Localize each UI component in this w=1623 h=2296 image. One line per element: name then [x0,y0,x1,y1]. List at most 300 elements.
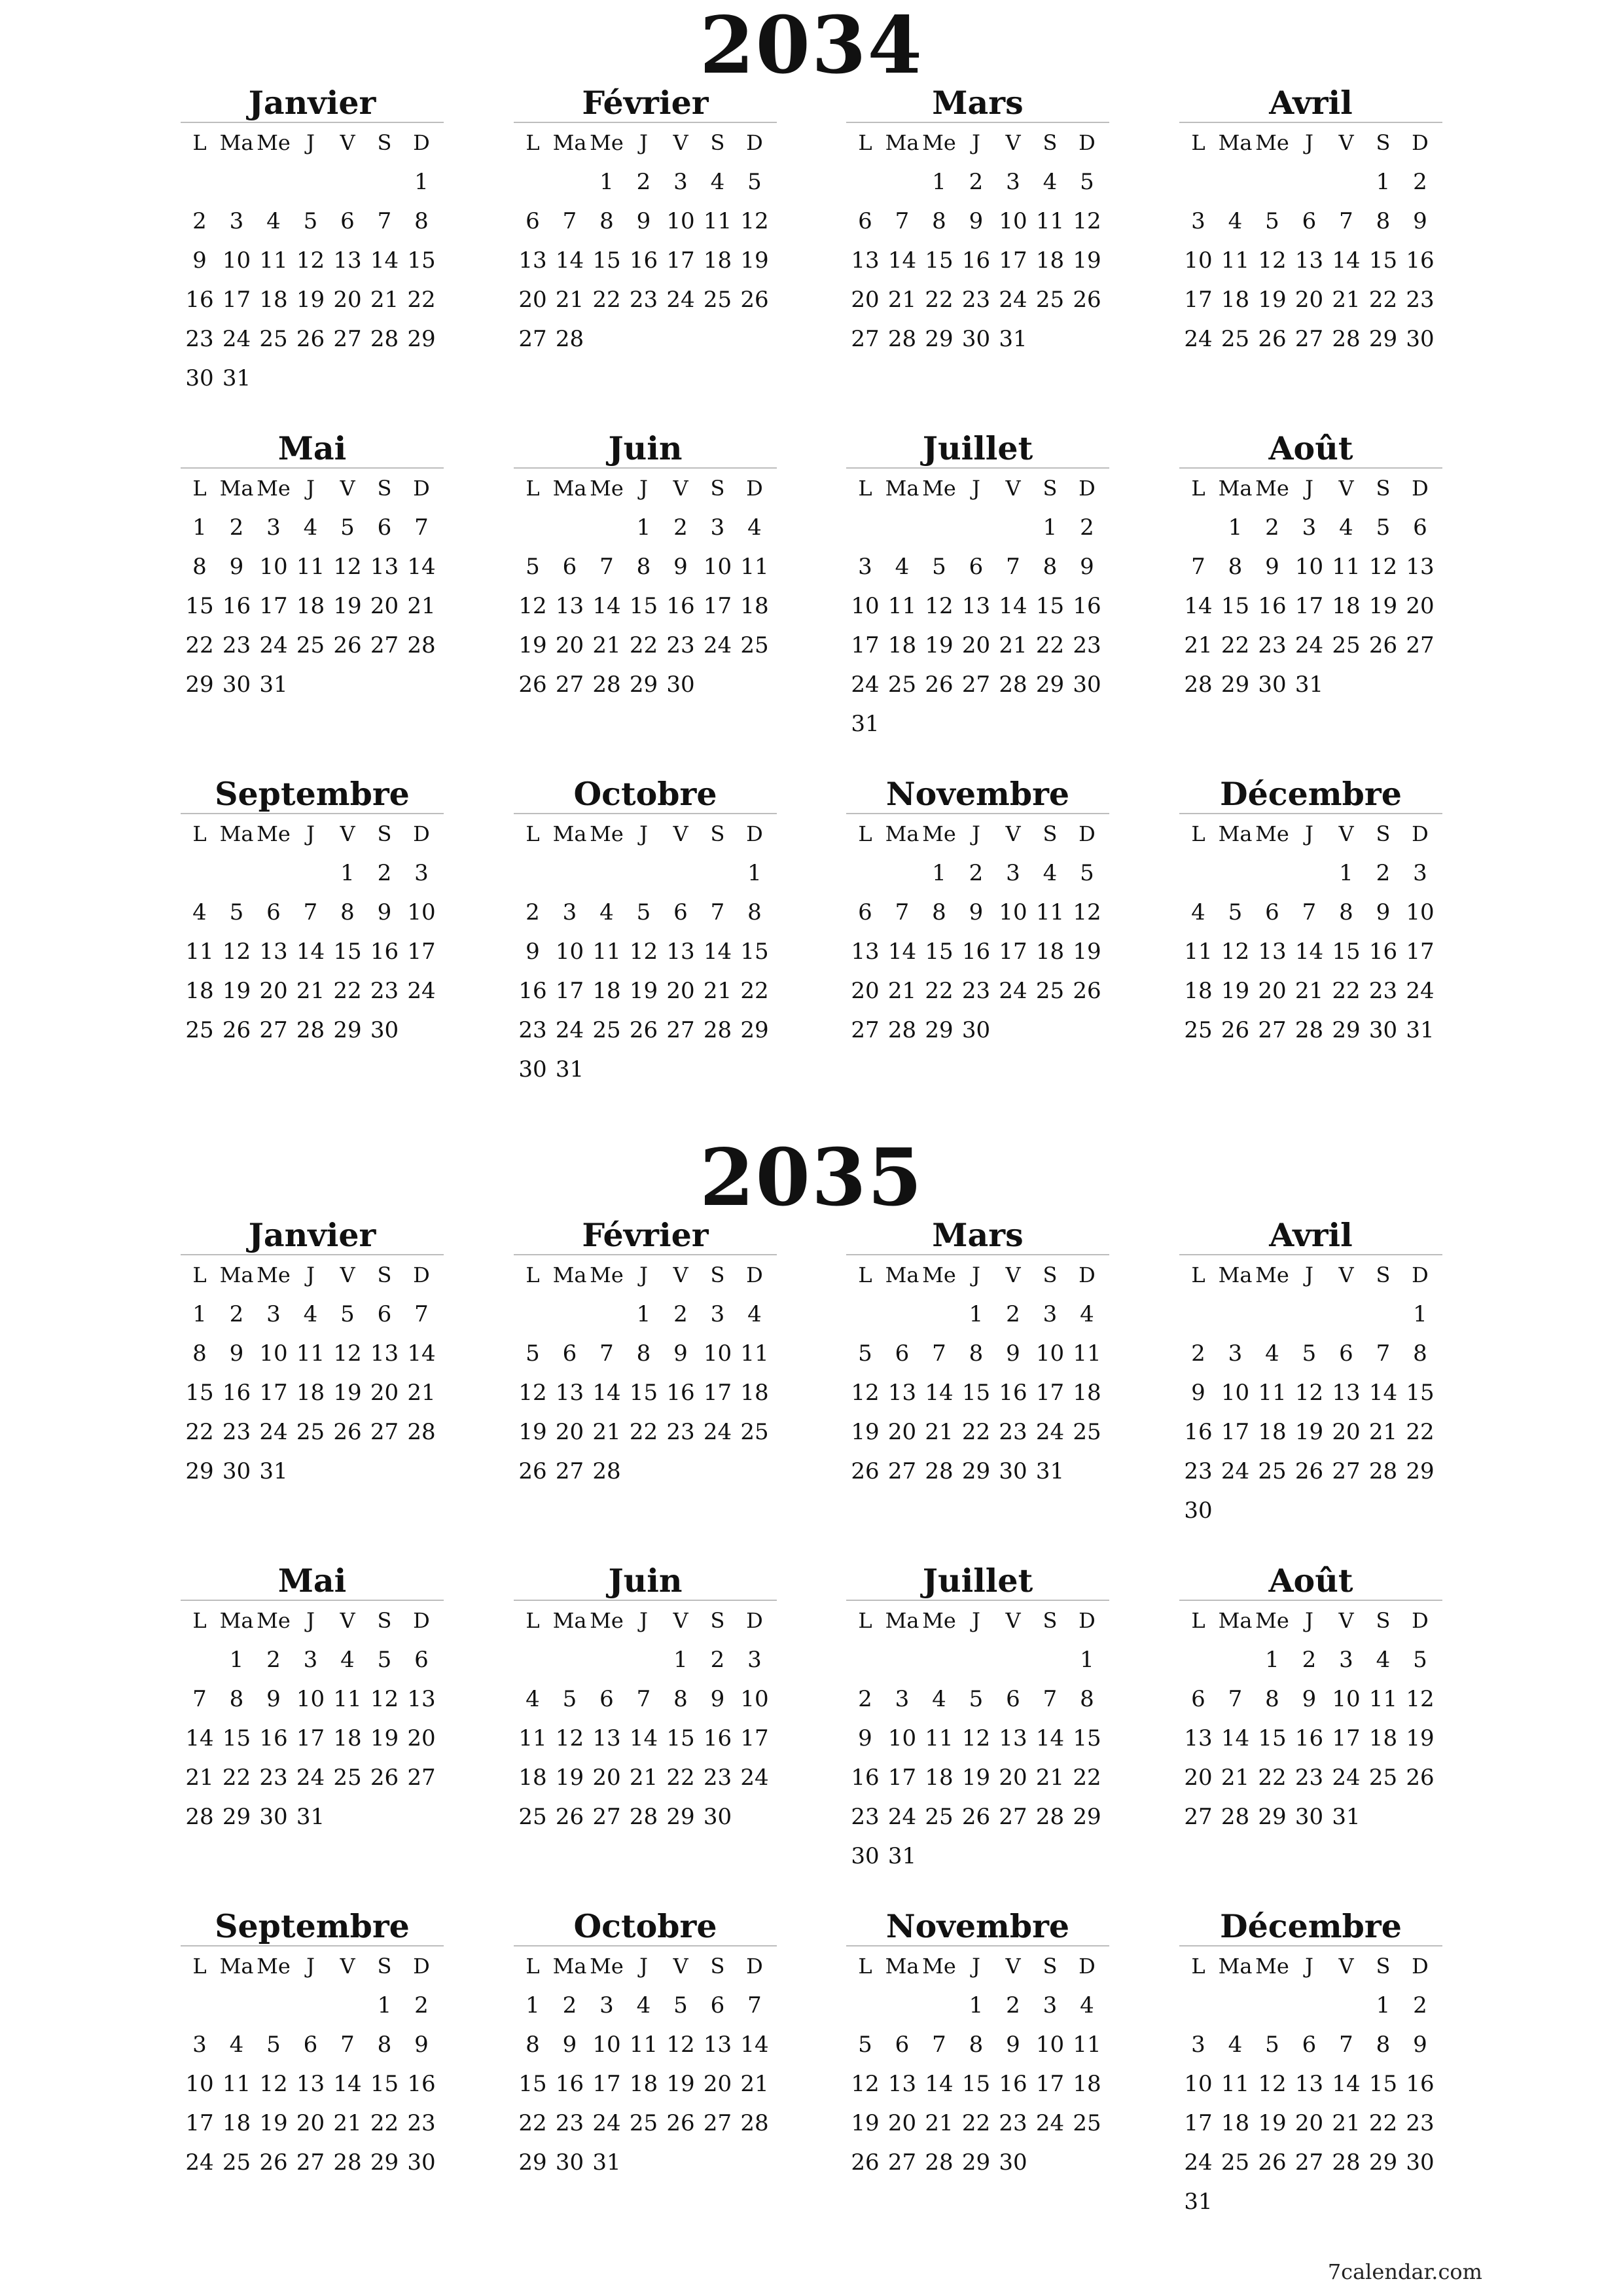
weekday-header: V [340,1608,355,1633]
day-cell: 4 [1043,860,1058,886]
day-cell: 25 [1221,2149,1250,2176]
day-cell: 14 [592,1380,621,1406]
day-cell: 5 [340,1301,355,1327]
day-cell: 24 [1406,978,1435,1004]
day-cell: 4 [747,1301,762,1327]
month-name: Mars [846,84,1109,123]
day-cell: 28 [999,672,1027,698]
weekday-header: V [1338,1608,1354,1633]
day-cell: 28 [407,632,436,658]
month-block [1179,1562,1442,1876]
day-cell: 1 [969,1992,984,2018]
day-cell: 22 [185,1419,214,1445]
weekday-header: Ma [885,130,919,155]
day-cell: 22 [333,978,362,1004]
day-cell: 22 [629,632,658,658]
day-cell: 1 [377,1992,392,2018]
day-grid [181,123,444,398]
day-cell: 23 [666,632,695,658]
day-cell: 27 [333,326,362,352]
day-cell: 1 [932,860,946,886]
weekday-header: V [673,1263,688,1287]
day-cell: 5 [858,1340,872,1367]
day-cell: 16 [1368,939,1398,965]
day-cell: 22 [1368,2110,1398,2136]
day-cell: 19 [555,1765,584,1791]
day-cell: 21 [333,2110,362,2136]
day-cell: 30 [1073,672,1101,698]
day-cell: 8 [1376,2032,1391,2058]
day-cell: 11 [296,554,325,580]
weekday-header: Ma [219,476,254,501]
day-cell: 4 [266,208,281,234]
day-cell: 20 [1332,1419,1361,1445]
day-cell: 3 [858,554,872,580]
day-cell: 23 [222,1419,251,1445]
weekday-header: V [1338,821,1354,846]
day-cell: 14 [333,2071,362,2097]
weekday-header: D [413,1608,430,1633]
day-cell: 9 [192,247,207,274]
day-cell: 15 [740,939,769,965]
month-name: Mai [181,429,444,469]
day-cell: 19 [851,2110,880,2136]
day-cell: 4 [340,1647,355,1673]
day-cell: 8 [192,1340,207,1367]
day-cell: 12 [555,1725,584,1751]
day-cell: 23 [961,978,991,1004]
day-cell: 10 [1184,2071,1213,2097]
day-cell: 6 [599,1686,614,1712]
weekday-header: Me [922,821,956,846]
day-cell: 18 [740,593,769,619]
weekday-header: Ma [1218,1954,1253,1979]
day-cell: 7 [1043,1686,1058,1712]
day-cell: 12 [1073,899,1101,925]
day-cell: 22 [925,287,954,313]
day-cell: 6 [895,1340,910,1367]
day-cell: 4 [710,169,725,195]
day-cell: 3 [1006,860,1020,886]
day-cell: 24 [1221,1458,1250,1484]
day-cell: 14 [999,593,1027,619]
day-cell: 24 [259,1419,288,1445]
weekday-header: Me [590,476,624,501]
day-cell: 28 [887,1017,917,1043]
day-cell: 26 [1294,1458,1324,1484]
day-cell: 2 [562,1992,577,2018]
day-cell: 23 [1294,1765,1324,1791]
day-cell: 13 [592,1725,621,1751]
day-cell: 21 [407,593,436,619]
day-cell: 19 [370,1725,399,1751]
day-cell: 11 [296,1340,325,1367]
day-cell: 15 [370,2071,399,2097]
day-cell: 25 [259,326,288,352]
day-cell: 24 [555,1017,584,1043]
day-cell: 24 [1184,2149,1213,2176]
weekday-header: V [673,821,688,846]
weekday-header: L [192,1263,207,1287]
day-grid [1179,814,1442,1089]
day-cell: 26 [1258,326,1287,352]
day-cell: 8 [747,899,762,925]
day-cell: 1 [636,514,651,541]
day-cell: 17 [1035,1380,1065,1406]
day-cell: 3 [710,1301,725,1327]
day-cell: 12 [851,2071,880,2097]
day-cell: 29 [1073,1804,1101,1830]
day-cell: 14 [407,1340,436,1367]
day-cell: 3 [562,899,577,925]
day-cell: 13 [887,1380,917,1406]
day-cell: 13 [333,247,362,274]
day-cell: 4 [1265,1340,1279,1367]
month-block [181,775,444,1089]
day-cell: 6 [969,554,984,580]
day-cell: 18 [1332,593,1361,619]
day-cell: 10 [1184,247,1213,274]
weekday-header: L [526,1263,540,1287]
day-cell: 26 [333,1419,362,1445]
day-cell: 16 [851,1765,880,1791]
day-cell: 16 [222,1380,251,1406]
day-cell: 18 [703,247,732,274]
day-cell: 12 [740,208,769,234]
day-cell: 30 [1258,672,1287,698]
weekday-header: Ma [885,1263,919,1287]
weekday-header: L [526,1608,540,1633]
day-cell: 21 [925,1419,954,1445]
day-cell: 18 [1221,2110,1250,2136]
day-cell: 6 [1339,1340,1353,1367]
weekday-header: D [746,1954,763,1979]
day-cell: 19 [629,978,658,1004]
weekday-header: J [639,821,648,846]
day-cell: 20 [851,287,880,313]
day-cell: 9 [229,1340,244,1367]
weekday-header: S [710,1608,725,1633]
day-cell: 30 [518,1056,547,1083]
day-cell: 17 [999,939,1027,965]
weekday-header: S [1376,1608,1391,1633]
day-cell: 25 [1221,326,1250,352]
day-cell: 27 [555,1458,584,1484]
weekday-header: J [639,1608,648,1633]
day-cell: 25 [740,1419,769,1445]
day-cell: 1 [599,169,614,195]
weekday-header: Ma [219,1608,254,1633]
day-cell: 11 [185,939,214,965]
day-grid [181,814,444,1089]
day-cell: 15 [925,939,954,965]
weekday-header: V [1338,476,1354,501]
weekday-header: V [1338,130,1354,155]
day-cell: 10 [1035,2032,1065,2058]
day-cell: 20 [370,593,399,619]
day-cell: 6 [303,2032,318,2058]
day-cell: 11 [1073,1340,1101,1367]
day-cell: 14 [296,939,325,965]
day-cell: 12 [222,939,251,965]
day-cell: 20 [887,2110,917,2136]
month-block [181,1562,444,1876]
weekday-header: D [746,821,763,846]
day-cell: 27 [518,326,547,352]
weekday-header: Ma [552,821,587,846]
weekday-header: L [192,130,207,155]
day-cell: 26 [1073,287,1101,313]
day-cell: 25 [1332,632,1361,658]
day-cell: 23 [629,287,658,313]
day-cell: 31 [999,326,1027,352]
weekday-header: Ma [219,1954,254,1979]
day-cell: 24 [703,1419,732,1445]
day-cell: 12 [925,593,954,619]
day-cell: 25 [222,2149,251,2176]
month-name: Octobre [514,775,777,814]
day-cell: 17 [592,2071,621,2097]
day-cell: 18 [740,1380,769,1406]
day-cell: 16 [999,1380,1027,1406]
day-cell: 17 [703,1380,732,1406]
day-cell: 27 [592,1804,621,1830]
weekday-header: S [1376,476,1391,501]
day-cell: 10 [222,247,251,274]
day-cell: 2 [636,169,651,195]
weekday-header: J [1305,1263,1313,1287]
day-cell: 24 [259,632,288,658]
day-cell: 28 [703,1017,732,1043]
day-cell: 29 [333,1017,362,1043]
day-cell: 28 [296,1017,325,1043]
weekday-header: Ma [885,821,919,846]
day-cell: 7 [599,1340,614,1367]
day-cell: 28 [1221,1804,1250,1830]
day-cell: 26 [1258,2149,1287,2176]
day-cell: 16 [185,287,214,313]
day-cell: 10 [999,208,1027,234]
day-cell: 21 [407,1380,436,1406]
day-cell: 10 [1406,899,1435,925]
day-cell: 18 [1368,1725,1398,1751]
day-cell: 10 [259,554,288,580]
day-cell: 7 [895,208,910,234]
weekday-header: S [1043,1263,1058,1287]
day-cell: 6 [710,1992,725,2018]
day-cell: 7 [932,1340,946,1367]
day-cell: 13 [259,939,288,965]
day-cell: 25 [296,632,325,658]
day-cell: 10 [887,1725,917,1751]
day-cell: 15 [925,247,954,274]
day-cell: 25 [1184,1017,1213,1043]
month-name: Septembre [181,775,444,814]
month-name: Février [514,84,777,123]
day-cell: 3 [229,208,244,234]
day-cell: 15 [518,2071,547,2097]
day-cell: 29 [518,2149,547,2176]
day-cell: 6 [377,514,392,541]
month-block [846,1216,1109,1530]
day-cell: 14 [1035,1725,1065,1751]
year-heading: 2035 [700,1132,923,1224]
day-cell: 23 [1406,2110,1435,2136]
day-cell: 20 [518,287,547,313]
day-cell: 18 [259,287,288,313]
day-cell: 11 [1184,939,1213,965]
day-cell: 8 [932,208,946,234]
day-cell: 27 [407,1765,436,1791]
day-cell: 30 [1406,2149,1435,2176]
day-cell: 28 [592,1458,621,1484]
day-cell: 19 [518,632,547,658]
day-cell: 27 [259,1017,288,1043]
day-cell: 9 [229,554,244,580]
day-cell: 17 [1184,2110,1213,2136]
day-cell: 28 [333,2149,362,2176]
day-cell: 14 [1221,1725,1250,1751]
day-cell: 5 [1080,169,1094,195]
day-cell: 10 [407,899,436,925]
day-cell: 13 [555,593,584,619]
day-cell: 11 [1073,2032,1101,2058]
day-cell: 9 [969,208,984,234]
day-cell: 2 [1376,860,1391,886]
day-cell: 13 [407,1686,436,1712]
day-cell: 20 [961,632,991,658]
day-grid [514,1601,777,1876]
day-cell: 21 [740,2071,769,2097]
day-cell: 19 [1073,247,1101,274]
month-block [514,1562,777,1876]
month-name: Juin [514,429,777,469]
day-cell: 3 [414,860,429,886]
day-cell: 13 [370,554,399,580]
day-cell: 20 [666,978,695,1004]
month-name: Décembre [1179,1907,1442,1946]
weekday-header: Ma [1218,1263,1253,1287]
day-cell: 19 [296,287,325,313]
weekday-header: J [1305,1608,1313,1633]
weekday-header: Me [257,1263,291,1287]
weekday-header: J [972,821,980,846]
day-cell: 29 [185,672,214,698]
day-cell: 17 [259,593,288,619]
day-cell: 25 [592,1017,621,1043]
day-cell: 18 [925,1765,954,1791]
day-cell: 24 [851,672,880,698]
day-cell: 15 [407,247,436,274]
day-cell: 17 [1184,287,1213,313]
day-cell: 11 [1368,1686,1398,1712]
day-cell: 5 [1080,860,1094,886]
day-cell: 1 [747,860,762,886]
day-cell: 14 [555,247,584,274]
weekday-header: Me [1255,130,1289,155]
day-cell: 23 [666,1419,695,1445]
day-cell: 18 [296,1380,325,1406]
weekday-header: D [413,130,430,155]
weekday-header: V [1005,1263,1021,1287]
day-cell: 26 [555,1804,584,1830]
day-cell: 3 [266,1301,281,1327]
day-cell: 20 [1184,1765,1213,1791]
day-cell: 12 [333,1340,362,1367]
day-cell: 18 [296,593,325,619]
day-cell: 20 [370,1380,399,1406]
day-cell: 11 [222,2071,251,2097]
day-cell: 31 [1184,2189,1213,2215]
day-cell: 23 [999,2110,1027,2136]
day-cell: 12 [961,1725,991,1751]
day-cell: 18 [222,2110,251,2136]
day-cell: 31 [259,1458,288,1484]
day-cell: 29 [185,1458,214,1484]
weekday-header: D [1079,1263,1096,1287]
month-block [181,429,444,744]
weekday-header: Me [590,821,624,846]
day-grid [181,1946,444,2221]
day-cell: 5 [1376,514,1391,541]
day-cell: 28 [1332,326,1361,352]
day-cell: 12 [629,939,658,965]
day-cell: 26 [925,672,954,698]
day-cell: 8 [969,1340,984,1367]
day-cell: 16 [1294,1725,1324,1751]
day-cell: 18 [1073,2071,1101,2097]
day-cell: 10 [666,208,695,234]
weekday-header: L [1191,1608,1205,1633]
weekday-header: L [1191,476,1205,501]
day-cell: 7 [636,1686,651,1712]
day-cell: 15 [1035,593,1065,619]
day-cell: 30 [555,2149,584,2176]
day-cell: 14 [1184,593,1213,619]
day-cell: 5 [1413,1647,1427,1673]
day-cell: 6 [562,554,577,580]
weekday-header: Ma [552,1263,587,1287]
day-cell: 1 [673,1647,688,1673]
day-cell: 5 [303,208,318,234]
day-cell: 17 [851,632,880,658]
day-cell: 24 [407,978,436,1004]
day-cell: 26 [370,1765,399,1791]
day-cell: 11 [703,208,732,234]
weekday-header: L [858,1954,872,1979]
day-cell: 25 [1258,1458,1287,1484]
day-cell: 13 [1294,2071,1324,2097]
day-cell: 31 [259,672,288,698]
day-cell: 7 [1339,2032,1353,2058]
day-cell: 27 [1406,632,1435,658]
day-cell: 2 [266,1647,281,1673]
day-cell: 10 [851,593,880,619]
day-cell: 12 [259,2071,288,2097]
day-grid [1179,1255,1442,1530]
day-cell: 10 [740,1686,769,1712]
day-cell: 7 [710,899,725,925]
day-cell: 21 [370,287,399,313]
day-cell: 10 [1294,554,1324,580]
day-cell: 5 [266,2032,281,2058]
weekday-header: S [1043,821,1058,846]
day-cell: 23 [555,2110,584,2136]
day-cell: 25 [518,1804,547,1830]
day-cell: 28 [887,326,917,352]
day-cell: 5 [229,899,244,925]
day-cell: 5 [526,554,540,580]
